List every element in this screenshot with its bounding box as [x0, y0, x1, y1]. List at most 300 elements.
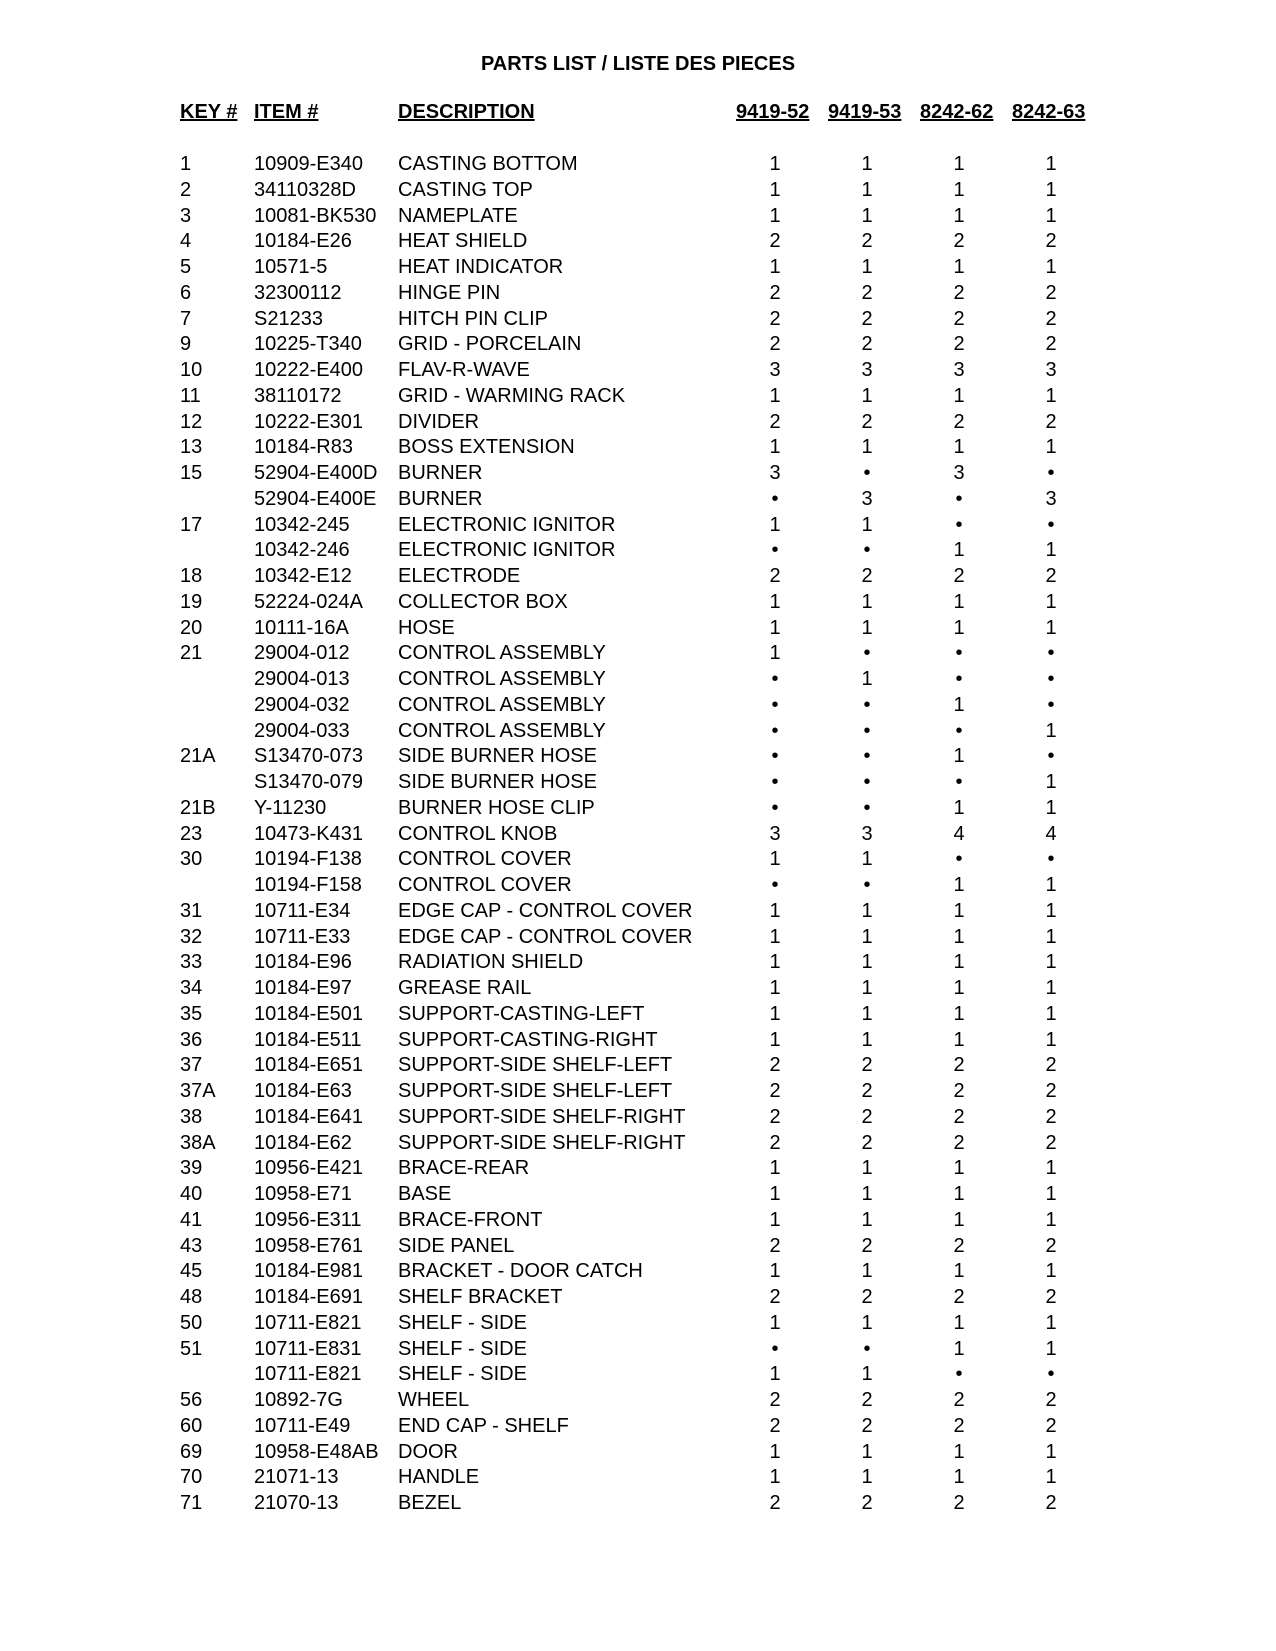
- table-row: [0, 1414, 1276, 1440]
- table-row: [0, 410, 1276, 436]
- table-row: [0, 719, 1276, 745]
- cell-qty-model-4: 1: [1045, 1311, 1057, 1334]
- cell-item-number: 29004-033: [254, 719, 350, 742]
- cell-qty-model-2: 1: [861, 384, 873, 407]
- table-row: [0, 1131, 1276, 1157]
- cell-key: 45: [180, 1260, 203, 1283]
- cell-key: 23: [180, 822, 203, 845]
- cell-qty-model-2: 2: [861, 1105, 873, 1128]
- cell-qty-model-4: •: [1047, 1363, 1055, 1386]
- cell-qty-model-3: 1: [953, 1157, 965, 1180]
- table-row: [0, 744, 1276, 770]
- cell-qty-model-2: 2: [861, 1234, 873, 1257]
- cell-qty-model-4: 1: [1045, 153, 1057, 175]
- cell-qty-model-2: •: [863, 1337, 871, 1360]
- table-row: [0, 1002, 1276, 1028]
- cell-qty-model-2: 3: [861, 822, 873, 845]
- cell-key: 34: [180, 977, 203, 999]
- cell-key: 19: [180, 590, 203, 613]
- cell-qty-model-3: •: [955, 1363, 963, 1386]
- cell-qty-model-4: 1: [1045, 1260, 1057, 1283]
- table-row: [0, 487, 1276, 513]
- table-row: [0, 873, 1276, 899]
- table-row: [0, 538, 1276, 564]
- cell-qty-model-1: •: [771, 719, 779, 742]
- cell-qty-model-2: 2: [861, 1389, 873, 1411]
- cell-description: BURNER HOSE CLIP: [398, 796, 595, 819]
- table-row: [0, 461, 1276, 487]
- cell-key: 21B: [180, 796, 216, 819]
- cell-item-number: 10184-E63: [254, 1080, 352, 1102]
- cell-item-number: 52904-E400D: [254, 462, 378, 484]
- cell-qty-model-1: 1: [769, 1363, 781, 1386]
- cell-description: SHELF - SIDE: [398, 1337, 527, 1360]
- cell-qty-model-1: •: [771, 668, 779, 690]
- table-row: [0, 564, 1276, 590]
- table-row: [0, 770, 1276, 796]
- cell-qty-model-3: •: [955, 487, 963, 510]
- table-row: [0, 513, 1276, 539]
- cell-item-number: 10184-E641: [254, 1105, 363, 1128]
- cell-qty-model-2: 2: [861, 333, 873, 356]
- table-row: [0, 667, 1276, 693]
- cell-qty-model-1: 2: [769, 1286, 781, 1308]
- cell-item-number: 10956-E311: [254, 1208, 362, 1231]
- cell-item-number: 10473-K431: [254, 822, 363, 845]
- cell-description: GRID - PORCELAIN: [398, 333, 582, 356]
- cell-description: ELECTRODE: [398, 565, 521, 587]
- cell-qty-model-3: 1: [953, 1028, 965, 1051]
- column-header-key: KEY #: [180, 101, 238, 123]
- cell-description: BASE: [398, 1183, 452, 1205]
- cell-qty-model-4: 1: [1045, 1028, 1057, 1051]
- cell-qty-model-3: •: [955, 848, 963, 871]
- cell-qty-model-2: •: [863, 874, 871, 896]
- cell-qty-model-3: 1: [953, 1002, 965, 1025]
- cell-qty-model-2: •: [863, 642, 871, 665]
- cell-qty-model-3: 1: [953, 693, 965, 716]
- cell-qty-model-3: 1: [953, 796, 965, 819]
- cell-key: 12: [180, 410, 203, 433]
- cell-qty-model-1: 1: [769, 153, 781, 175]
- cell-item-number: S13470-079: [254, 771, 363, 793]
- cell-item-number: 10081-BK530: [254, 204, 377, 227]
- cell-description: CONTROL COVER: [398, 848, 572, 871]
- cell-qty-model-3: •: [955, 719, 963, 742]
- cell-qty-model-1: 2: [769, 1492, 781, 1514]
- cell-qty-model-1: 1: [769, 384, 781, 407]
- cell-qty-model-4: 1: [1045, 977, 1057, 999]
- cell-qty-model-4: 1: [1045, 1157, 1057, 1180]
- cell-qty-model-2: 3: [861, 359, 873, 381]
- cell-description: SHELF BRACKET: [398, 1286, 563, 1308]
- cell-item-number: 52224-024A: [254, 590, 363, 613]
- cell-qty-model-4: 1: [1045, 1183, 1057, 1205]
- cell-qty-model-4: 3: [1045, 359, 1057, 381]
- cell-qty-model-4: 2: [1045, 307, 1057, 330]
- cell-key: 18: [180, 565, 203, 587]
- cell-qty-model-2: 1: [861, 668, 873, 690]
- table-row: [0, 1491, 1276, 1517]
- cell-qty-model-4: 4: [1045, 822, 1057, 845]
- cell-qty-model-4: 1: [1045, 590, 1057, 613]
- cell-qty-model-4: •: [1047, 513, 1055, 536]
- cell-qty-model-4: 2: [1045, 1492, 1057, 1514]
- cell-qty-model-4: 2: [1045, 1389, 1057, 1411]
- cell-qty-model-1: 3: [769, 462, 781, 484]
- table-row: [0, 1079, 1276, 1105]
- cell-item-number: 10184-E691: [254, 1286, 363, 1308]
- cell-key: 2: [180, 178, 192, 201]
- cell-qty-model-1: •: [771, 771, 779, 793]
- cell-description: DOOR: [398, 1440, 458, 1463]
- cell-key: 38: [180, 1105, 203, 1128]
- cell-key: 35: [180, 1002, 203, 1025]
- cell-item-number: 10184-E97: [254, 977, 352, 999]
- table-row: [0, 822, 1276, 848]
- cell-qty-model-2: 1: [861, 616, 873, 639]
- cell-item-number: 10184-E96: [254, 951, 352, 974]
- cell-qty-model-1: •: [771, 487, 779, 510]
- cell-qty-model-2: 1: [861, 925, 873, 948]
- cell-qty-model-4: 1: [1045, 771, 1057, 793]
- table-row: [0, 1465, 1276, 1491]
- cell-description: SUPPORT-CASTING-LEFT: [398, 1002, 645, 1025]
- cell-description: SUPPORT-SIDE SHELF-RIGHT: [398, 1131, 686, 1154]
- cell-qty-model-1: 1: [769, 1183, 781, 1205]
- cell-qty-model-2: •: [863, 539, 871, 562]
- cell-description: CASTING TOP: [398, 178, 533, 201]
- cell-qty-model-3: 1: [953, 874, 965, 896]
- cell-item-number: S13470-073: [254, 745, 363, 768]
- column-header-model-2: 9419-53: [828, 101, 902, 123]
- table-row: [0, 899, 1276, 925]
- cell-key: 17: [180, 513, 203, 536]
- cell-qty-model-2: •: [863, 745, 871, 768]
- column-header-item: ITEM #: [254, 101, 319, 123]
- cell-description: BRACE-FRONT: [398, 1208, 543, 1231]
- cell-item-number: 10184-E511: [254, 1028, 362, 1051]
- parts-table-body: [0, 152, 1276, 1517]
- cell-description: SUPPORT-SIDE SHELF-LEFT: [398, 1080, 673, 1102]
- cell-qty-model-3: •: [955, 668, 963, 690]
- cell-qty-model-2: 2: [861, 1414, 873, 1437]
- cell-description: GREASE RAIL: [398, 977, 532, 999]
- cell-item-number: 10956-E421: [254, 1157, 363, 1180]
- cell-description: RADIATION SHIELD: [398, 951, 584, 974]
- cell-qty-model-2: 1: [861, 178, 873, 201]
- table-row: [0, 1362, 1276, 1388]
- table-row: [0, 976, 1276, 1002]
- cell-qty-model-3: 2: [953, 1131, 965, 1154]
- cell-qty-model-3: 1: [953, 616, 965, 639]
- cell-qty-model-2: 2: [861, 565, 873, 587]
- cell-key: 20: [180, 616, 203, 639]
- cell-qty-model-2: 1: [861, 1208, 873, 1231]
- cell-qty-model-1: 3: [769, 359, 781, 381]
- cell-item-number: 10184-R83: [254, 436, 353, 459]
- cell-qty-model-1: 2: [769, 1234, 781, 1257]
- cell-key: 9: [180, 333, 192, 356]
- cell-qty-model-2: 1: [861, 977, 873, 999]
- cell-qty-model-4: 2: [1045, 1080, 1057, 1102]
- table-row: [0, 1311, 1276, 1337]
- cell-description: SIDE PANEL: [398, 1234, 515, 1257]
- cell-qty-model-1: 1: [769, 642, 781, 665]
- cell-description: HINGE PIN: [398, 281, 501, 304]
- cell-item-number: 10892-7G: [254, 1389, 343, 1411]
- cell-qty-model-2: 1: [861, 153, 873, 175]
- cell-qty-model-4: •: [1047, 642, 1055, 665]
- cell-qty-model-1: 1: [769, 848, 781, 871]
- cell-key: 40: [180, 1183, 203, 1205]
- cell-qty-model-4: 1: [1045, 951, 1057, 974]
- cell-item-number: 10194-F138: [254, 848, 362, 871]
- table-row: [0, 796, 1276, 822]
- column-header-model-1: 9419-52: [736, 101, 810, 123]
- cell-qty-model-3: •: [955, 771, 963, 793]
- cell-description: HOSE: [398, 616, 455, 639]
- cell-item-number: 10342-245: [254, 513, 350, 536]
- cell-item-number: 10571-5: [254, 256, 328, 278]
- cell-key: 15: [180, 462, 203, 484]
- cell-qty-model-1: 1: [769, 1260, 781, 1283]
- cell-qty-model-1: •: [771, 539, 779, 562]
- cell-qty-model-3: 2: [953, 1234, 965, 1257]
- cell-description: CONTROL ASSEMBLY: [398, 642, 606, 665]
- cell-item-number: 10184-E501: [254, 1002, 363, 1025]
- table-row: [0, 1337, 1276, 1363]
- cell-qty-model-3: 1: [953, 436, 965, 459]
- cell-qty-model-1: •: [771, 693, 779, 716]
- cell-qty-model-1: 1: [769, 590, 781, 613]
- cell-key: 3: [180, 204, 192, 227]
- cell-qty-model-4: 2: [1045, 1105, 1057, 1128]
- cell-qty-model-1: 1: [769, 1440, 781, 1463]
- cell-description: BURNER: [398, 462, 483, 484]
- cell-item-number: 32300112: [254, 281, 342, 304]
- cell-qty-model-4: 1: [1045, 719, 1057, 742]
- cell-qty-model-3: 2: [953, 307, 965, 330]
- cell-item-number: 10222-E400: [254, 359, 363, 381]
- cell-qty-model-4: 1: [1045, 1208, 1057, 1231]
- cell-qty-model-1: 2: [769, 281, 781, 304]
- cell-qty-model-1: •: [771, 1337, 779, 1360]
- table-row: [0, 616, 1276, 642]
- cell-qty-model-1: 1: [769, 1157, 781, 1180]
- cell-description: END CAP - SHELF: [398, 1414, 569, 1437]
- cell-qty-model-3: 2: [953, 1105, 965, 1128]
- cell-description: CONTROL COVER: [398, 874, 572, 896]
- cell-description: HEAT SHIELD: [398, 230, 528, 253]
- cell-qty-model-2: 2: [861, 1054, 873, 1077]
- cell-qty-model-1: 2: [769, 1389, 781, 1411]
- table-row: [0, 1028, 1276, 1054]
- cell-qty-model-4: 1: [1045, 204, 1057, 227]
- cell-qty-model-1: 2: [769, 410, 781, 433]
- table-row: [0, 590, 1276, 616]
- cell-qty-model-3: 1: [953, 745, 965, 768]
- cell-qty-model-1: 2: [769, 333, 781, 356]
- cell-qty-model-4: •: [1047, 668, 1055, 690]
- table-row: [0, 1285, 1276, 1311]
- cell-item-number: 10222-E301: [254, 410, 363, 433]
- cell-qty-model-2: 1: [861, 1311, 873, 1334]
- cell-description: HANDLE: [398, 1466, 480, 1489]
- table-row: [0, 693, 1276, 719]
- cell-key: 38A: [180, 1131, 216, 1154]
- cell-key: 30: [180, 848, 203, 871]
- cell-key: 60: [180, 1414, 203, 1437]
- cell-qty-model-1: 1: [769, 616, 781, 639]
- table-row: [0, 1259, 1276, 1285]
- cell-description: SHELF - SIDE: [398, 1363, 527, 1386]
- cell-description: SIDE BURNER HOSE: [398, 745, 597, 768]
- cell-description: CONTROL KNOB: [398, 822, 558, 845]
- cell-qty-model-4: 2: [1045, 1414, 1057, 1437]
- cell-key: 56: [180, 1389, 203, 1411]
- cell-description: WHEEL: [398, 1389, 470, 1411]
- cell-qty-model-4: 1: [1045, 178, 1057, 201]
- cell-key: 43: [180, 1234, 203, 1257]
- cell-item-number: 10958-E761: [254, 1234, 363, 1257]
- cell-description: BRACKET - DOOR CATCH: [398, 1260, 643, 1283]
- cell-qty-model-3: 2: [953, 333, 965, 356]
- cell-qty-model-2: 2: [861, 1492, 873, 1514]
- cell-item-number: 29004-012: [254, 642, 350, 665]
- cell-qty-model-2: 1: [861, 1002, 873, 1025]
- cell-description: EDGE CAP - CONTROL COVER: [398, 899, 693, 922]
- cell-qty-model-1: •: [771, 745, 779, 768]
- table-row: [0, 178, 1276, 204]
- cell-qty-model-3: 1: [953, 153, 965, 175]
- cell-key: 69: [180, 1440, 203, 1463]
- cell-qty-model-1: 1: [769, 1466, 781, 1489]
- cell-qty-model-4: •: [1047, 745, 1055, 768]
- cell-qty-model-1: 1: [769, 925, 781, 948]
- cell-qty-model-2: 1: [861, 1363, 873, 1386]
- cell-qty-model-4: 1: [1045, 384, 1057, 407]
- cell-qty-model-4: 2: [1045, 1131, 1057, 1154]
- cell-item-number: 10194-F158: [254, 874, 362, 896]
- cell-key: 11: [180, 384, 201, 407]
- cell-qty-model-2: 2: [861, 307, 873, 330]
- table-row: [0, 281, 1276, 307]
- cell-qty-model-3: 2: [953, 1389, 965, 1411]
- cell-qty-model-2: •: [863, 693, 871, 716]
- table-row: [0, 204, 1276, 230]
- cell-description: SHELF - SIDE: [398, 1311, 527, 1334]
- cell-description: BURNER: [398, 487, 483, 510]
- table-row: [0, 229, 1276, 255]
- cell-description: COLLECTOR BOX: [398, 590, 568, 613]
- table-row: [0, 1234, 1276, 1260]
- cell-qty-model-3: 1: [953, 590, 965, 613]
- cell-key: 71: [180, 1492, 203, 1514]
- cell-qty-model-1: 3: [769, 822, 781, 845]
- table-row: [0, 925, 1276, 951]
- cell-qty-model-2: 1: [861, 1440, 873, 1463]
- cell-qty-model-1: 1: [769, 1311, 781, 1334]
- cell-description: CONTROL ASSEMBLY: [398, 668, 606, 690]
- cell-item-number: 10711-E34: [254, 899, 351, 922]
- cell-qty-model-3: 2: [953, 1286, 965, 1308]
- cell-qty-model-3: 1: [953, 925, 965, 948]
- cell-qty-model-3: 1: [953, 1466, 965, 1489]
- cell-item-number: 10184-E26: [254, 230, 352, 253]
- cell-item-number: 10711-E831: [254, 1337, 362, 1360]
- cell-qty-model-2: 1: [861, 1028, 873, 1051]
- table-row: [0, 384, 1276, 410]
- cell-qty-model-3: 1: [953, 951, 965, 974]
- cell-item-number: 10711-E821: [254, 1311, 362, 1334]
- cell-qty-model-2: 1: [861, 1260, 873, 1283]
- cell-key: 37A: [180, 1080, 216, 1102]
- cell-qty-model-2: 2: [861, 1080, 873, 1102]
- table-row: [0, 1388, 1276, 1414]
- cell-description: BOSS EXTENSION: [398, 436, 575, 459]
- cell-description: FLAV-R-WAVE: [398, 359, 530, 381]
- cell-qty-model-3: 1: [953, 1337, 965, 1360]
- cell-qty-model-1: 1: [769, 951, 781, 974]
- cell-item-number: 10958-E71: [254, 1183, 352, 1205]
- cell-qty-model-3: 1: [953, 977, 965, 999]
- cell-qty-model-4: •: [1047, 848, 1055, 871]
- cell-qty-model-4: 2: [1045, 333, 1057, 356]
- cell-qty-model-2: 1: [861, 436, 873, 459]
- cell-item-number: 10909-E340: [254, 153, 363, 175]
- cell-item-number: 21071-13: [254, 1466, 339, 1489]
- cell-qty-model-1: 2: [769, 307, 781, 330]
- cell-description: NAMEPLATE: [398, 204, 518, 227]
- cell-key: 37: [180, 1054, 203, 1077]
- cell-description: ELECTRONIC IGNITOR: [398, 539, 616, 562]
- cell-description: BRACE-REAR: [398, 1157, 530, 1180]
- cell-qty-model-2: 2: [861, 1286, 873, 1308]
- cell-qty-model-4: 2: [1045, 1234, 1057, 1257]
- cell-qty-model-3: 1: [953, 204, 965, 227]
- cell-qty-model-2: 2: [861, 1131, 873, 1154]
- cell-qty-model-4: 1: [1045, 1440, 1057, 1463]
- cell-item-number: 10225-T340: [254, 333, 362, 356]
- cell-description: CONTROL ASSEMBLY: [398, 719, 606, 742]
- table-row: [0, 1182, 1276, 1208]
- cell-qty-model-1: 1: [769, 204, 781, 227]
- cell-qty-model-1: 1: [769, 1208, 781, 1231]
- cell-qty-model-2: 1: [861, 256, 873, 278]
- cell-item-number: 10184-E62: [254, 1131, 352, 1154]
- cell-qty-model-1: 1: [769, 256, 781, 278]
- cell-qty-model-2: 1: [861, 951, 873, 974]
- cell-qty-model-4: 1: [1045, 256, 1057, 278]
- cell-qty-model-4: 2: [1045, 410, 1057, 433]
- cell-qty-model-4: 2: [1045, 565, 1057, 587]
- cell-key: 13: [180, 436, 203, 459]
- cell-item-number: 10958-E48AB: [254, 1440, 379, 1463]
- cell-key: 39: [180, 1157, 203, 1180]
- table-row: [0, 1156, 1276, 1182]
- table-row: [0, 307, 1276, 333]
- cell-qty-model-4: 2: [1045, 230, 1057, 253]
- cell-qty-model-1: 2: [769, 1105, 781, 1128]
- cell-qty-model-1: 2: [769, 565, 781, 587]
- cell-qty-model-4: 3: [1045, 487, 1057, 510]
- cell-qty-model-1: 1: [769, 436, 781, 459]
- cell-item-number: 10184-E651: [254, 1054, 363, 1077]
- cell-key: 50: [180, 1311, 203, 1334]
- column-header-description: DESCRIPTION: [398, 101, 535, 123]
- cell-qty-model-4: 1: [1045, 899, 1057, 922]
